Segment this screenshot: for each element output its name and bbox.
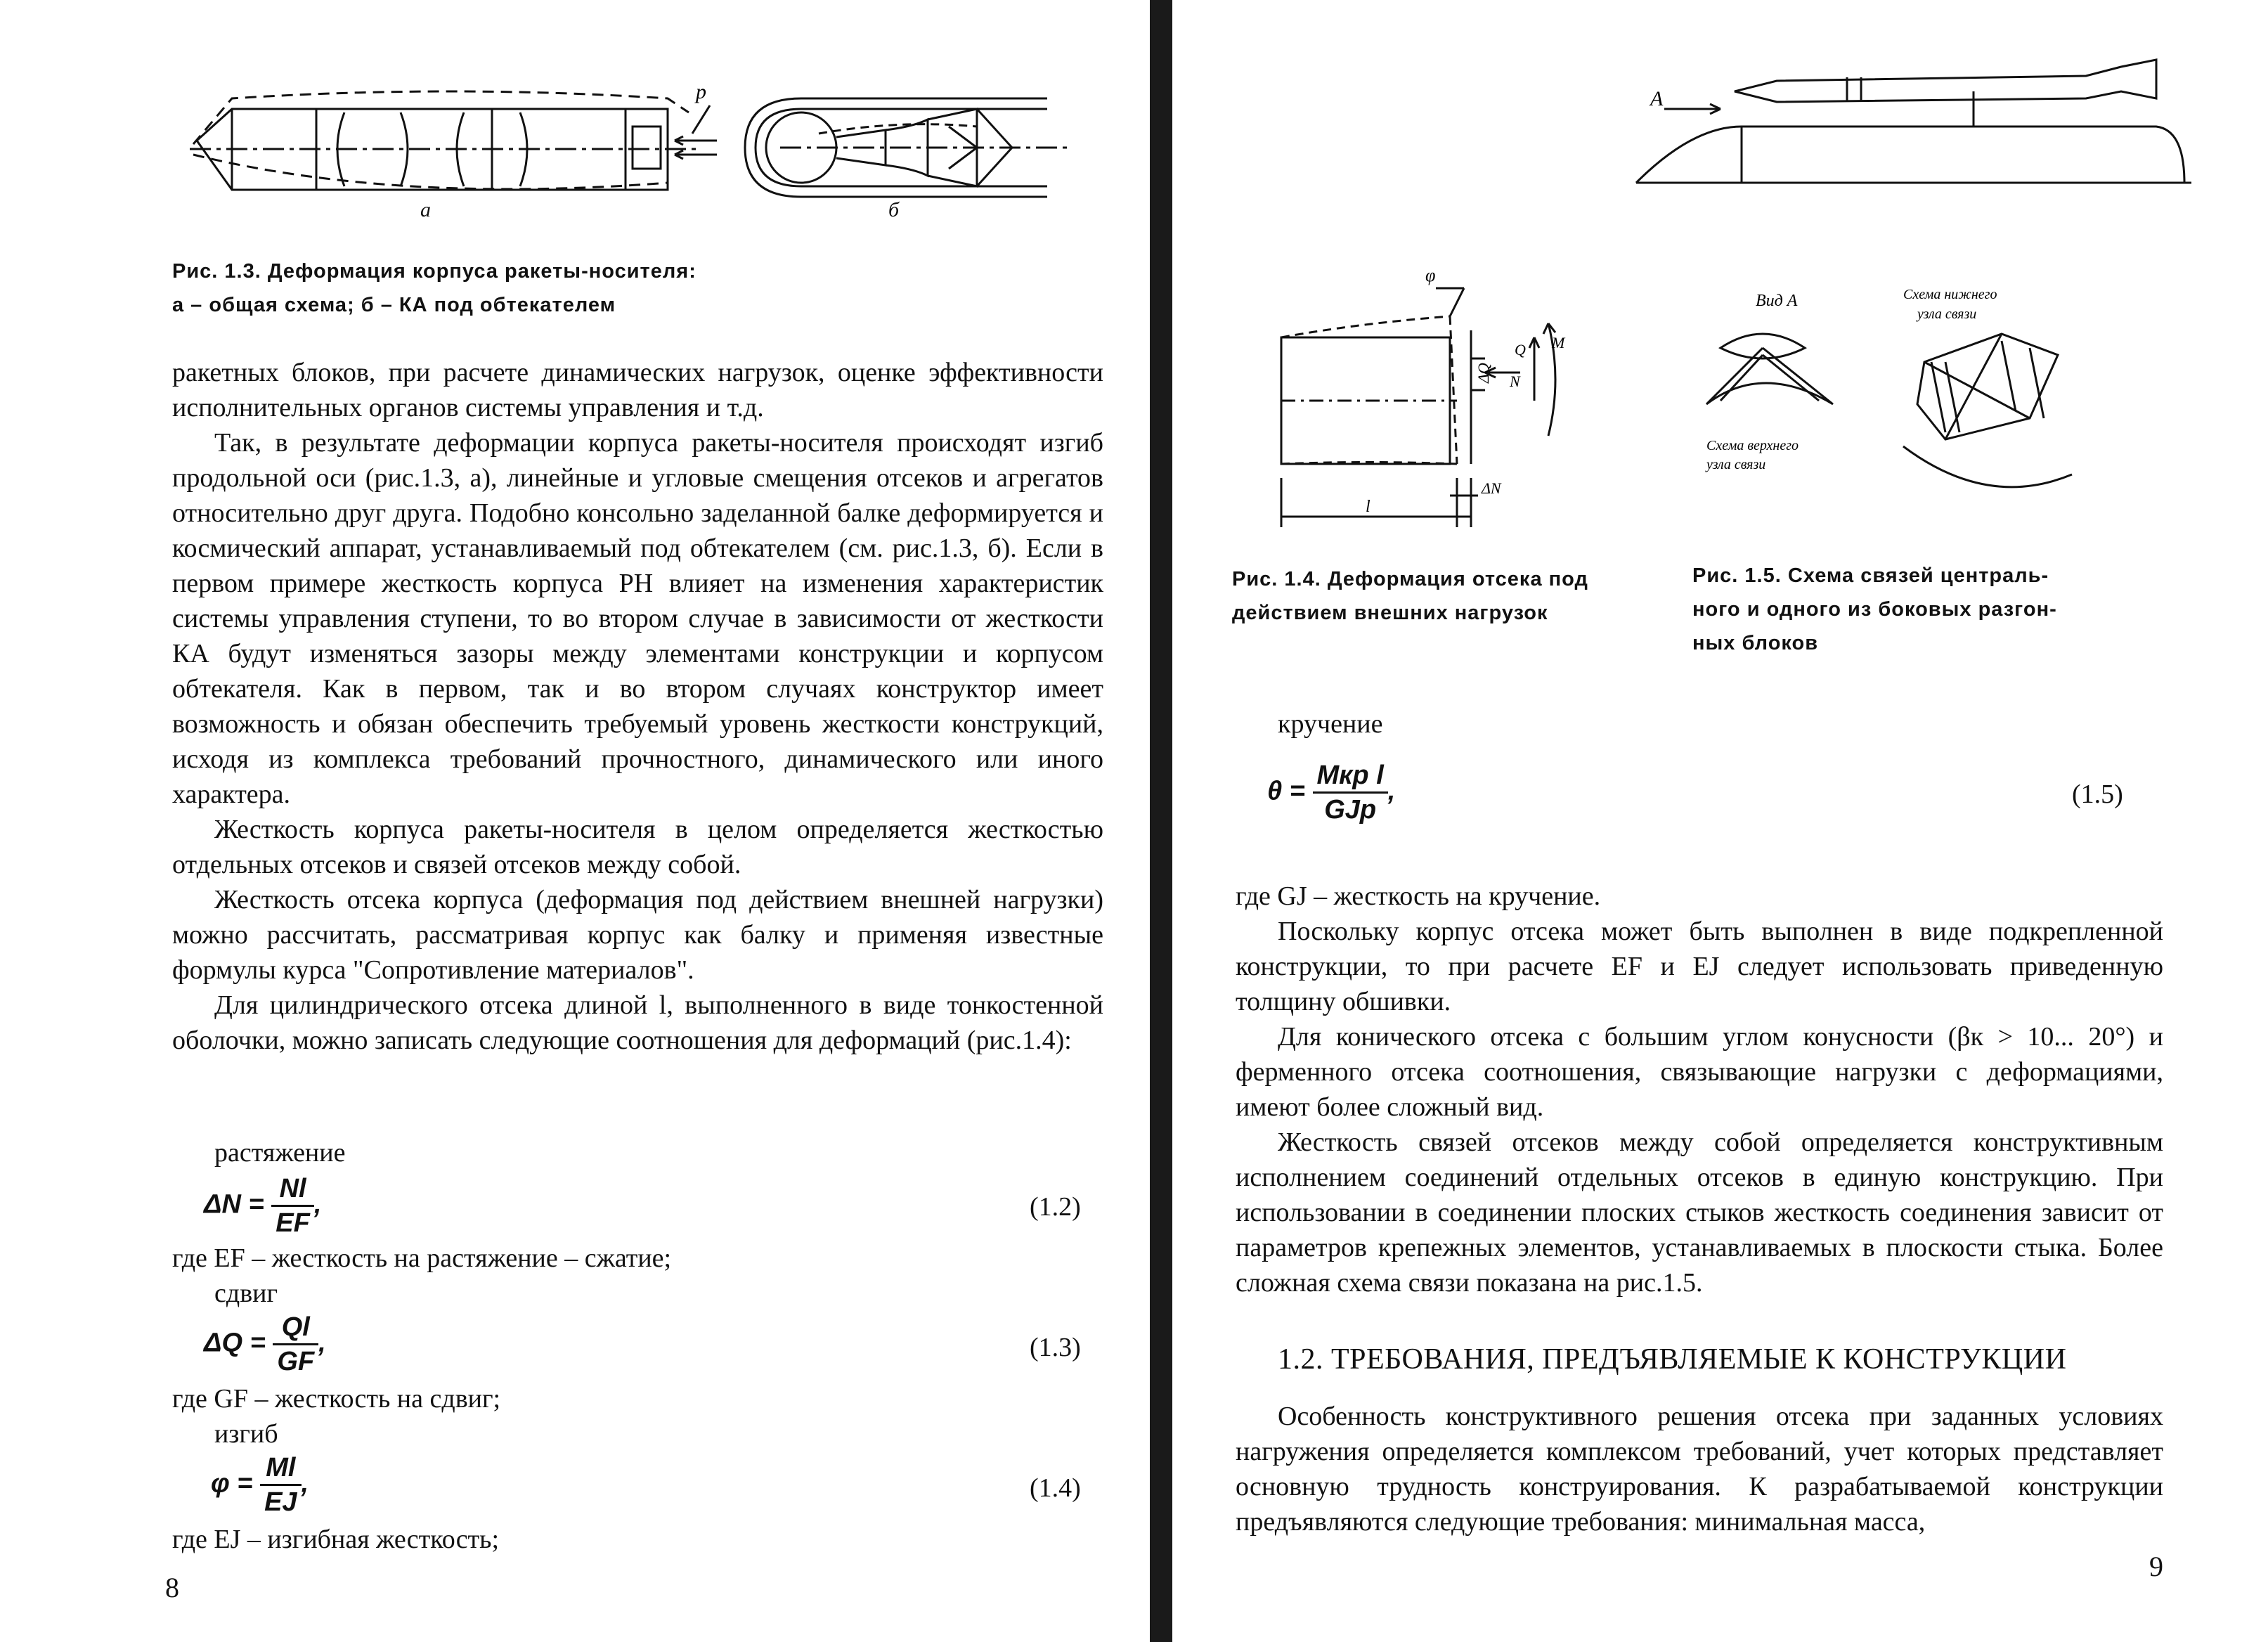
left-page-number: 8 [165,1572,179,1603]
f13-number: (1.3) [1030,1333,1081,1362]
right-page-number: 9 [2149,1551,2163,1582]
f12-label: растяжение [214,1138,346,1168]
right-paragraph-1: Поскольку корпус отсека может быть выполнен в виде подкрепленной конструкции, то при расчете EF и EJ следует использовать приведенную толщину обшивки. [1236,917,2163,1016]
fig15-upper-1: Схема верхнего [1706,438,1799,453]
section-text: Особенность конструктивного решения отсека при заданных условиях нагружения определяется комплексом требований, учет которых представляет основную трудность конструирования. К разрабатываемой конструкции предъявляются следующие требования: минимальная масса, [1236,1402,2163,1537]
fig14-dn: ΔN [1482,479,1501,497]
fig14-Q: Q [1515,341,1526,358]
f15-where: где GJ – жесткость на кручение. [1236,881,1601,911]
f13-lhs: ΔQ = [204,1328,266,1358]
left-paragraph-2: Так, в результате деформации корпуса ракеты-носителя происходят изгиб продольной оси (рис.1.3, а), линейные и угловые смещения отсеков и агрегатов относительно друг друга. Подобно консольно заделанной балке деформируется и космический аппарат, устанавливаемый под обтекателем (см. рис.1.3, б). Если в первом примере жесткость корпуса РН влияет на изменения характеристик системы управления ступени, то во втором случае в зависимости от жесткости КА будут изменяться зазоры между элементами конструкции и корпусом обтекателя. Как в первом, так и во втором случаях конструктор имеет возможность и обязан обеспечить требуемый уровень жесткости конструкций, исходя из комплекса требований прочностного, динамического или иного характера. [172,428,1103,809]
left-paragraph-3: Жесткость корпуса ракеты-носителя в целом определяется жесткостью отдельных отсеков и связей отсеков между собой. [172,815,1103,879]
fig13-label-b: б [888,198,900,221]
left-paragraph-1: ракетных блоков, при расчете динамических нагрузок, оценке эффективности исполнительных органов системы управления и т.д. [172,358,1103,422]
f13-where: где GF – жесткость на сдвиг; [172,1384,501,1414]
fig14-l: l [1366,498,1370,516]
f12-number: (1.2) [1030,1192,1081,1222]
f14-lhs: φ = [211,1468,253,1499]
f14-num: Ml [260,1452,301,1486]
fig15-caption [1692,559,2149,660]
f15-formula: θ = $\frac{\text{Mкр l}}{\text{GJp}}$ , [1267,761,1396,825]
left-paragraph-4: Жесткость отсека корпуса (деформация под действием внешней нагрузки) можно рассчитать, рассматривая корпус как балку и применяя известные формулы курса "Сопротивление материалов". [172,885,1103,985]
right-body-text [1236,914,2163,1300]
f12-num: Nl [271,1172,314,1207]
right-paragraph-3: Жесткость связей отсеков между собой определяется конструктивным исполнением соединений отдельных отсеков в единую конструкцию. При использовании в соединении плоских стыков жесткость соединения зависит от параметров крепежных элементов, устанавливаемых в плоскости стыка. Более сложная схема связи показана на рис.1.5. [1236,1127,2163,1298]
f13-num: Ql [273,1311,318,1345]
figure-side-block [1636,49,2191,190]
f12-den: EF [276,1208,310,1238]
f13-formula: ΔQ = $\frac{Ql}{GF}$ , [204,1312,326,1376]
fig14-dq: ΔQ [1475,363,1492,383]
f15-label: кручение [1278,709,1383,739]
figure-1-3a-rocket [190,91,717,190]
fig15-caption-line1: Рис. 1.5. Схема связей централь- [1692,564,2049,587]
left-paragraph-5: Для цилиндрического отсека длиной l, выполненного в виде тонкостенной оболочки, можно записать следующие соотношения для деформаций (рис.1.4): [172,990,1103,1055]
fig15-lower-2: узла связи [1917,306,1977,322]
f14-number: (1.4) [1030,1473,1081,1503]
fig13-caption [172,254,1100,322]
right-page [1172,0,2268,1642]
figure-1-3 [183,70,1096,232]
figure-1-5 [1692,278,2086,531]
section-text-block [1236,1399,2163,1539]
f15-den: GJp [1324,795,1377,825]
fig14-caption-line2: действием внешних нагрузок [1232,602,1548,624]
fig14-N: N [1510,373,1520,390]
section-heading: 1.2. ТРЕБОВАНИЯ, ПРЕДЪЯВЛЯЕМЫЕ К КОНСТРУКЦИИ [1278,1343,2067,1376]
f15-num: Mкр l [1313,759,1388,794]
fig15-caption-line3: ных блоков [1692,632,1819,654]
f14-formula: φ = $\frac{Ml}{EJ}$ , [211,1453,309,1517]
right-paragraph-2: Для конического отсека с большим углом конусности (βк > 10... 20°) и ферменного отсека соотношения, связывающие нагрузки с деформациями, имеют более сложный вид. [1236,1022,2163,1122]
f15-lhs: θ = [1267,776,1305,806]
fig13-caption-line1: Рис. 1.3. Деформация корпуса ракеты-носителя: [172,260,696,283]
fig14-caption-line1: Рис. 1.4. Деформация отсека под [1232,568,1588,590]
f14-den: EJ [264,1487,297,1517]
f15-number: (1.5) [2072,780,2123,809]
fig13-label-p: p [696,80,706,103]
f12-formula: ΔN = $\frac{Nl}{EF}$ , [204,1174,322,1238]
fig15-lower-1: Схема нижнего [1903,287,1997,302]
fig13-label-a: а [420,198,431,221]
fig15-vid: Вид A [1756,292,1798,310]
book-spine [1150,0,1172,1642]
fig14-caption [1232,562,1668,630]
f12-where: где EF – жесткость на растяжение – сжатие; [172,1243,672,1273]
fig15-upper-2: узла связи [1706,457,1766,472]
figure-1-4 [1239,265,1565,534]
figure-1-3b-fairing [745,98,1068,197]
fig14-phi: φ [1425,265,1436,285]
f13-label: сдвиг [214,1279,278,1308]
fig15-caption-line2: ного и одного из боковых разгон- [1692,598,2057,621]
f13-den: GF [277,1347,315,1376]
f14-where: где EJ – изгибная жесткость; [172,1525,500,1554]
fig13-caption-line2: а – общая схема; б – КА под обтекателем [172,294,616,316]
left-body-text [172,355,1103,1058]
f14-label: изгиб [214,1419,278,1449]
f12-lhs: ΔN = [204,1189,264,1220]
fig14-M: M [1552,334,1565,351]
fig-top-label-A: A [1650,87,1664,110]
